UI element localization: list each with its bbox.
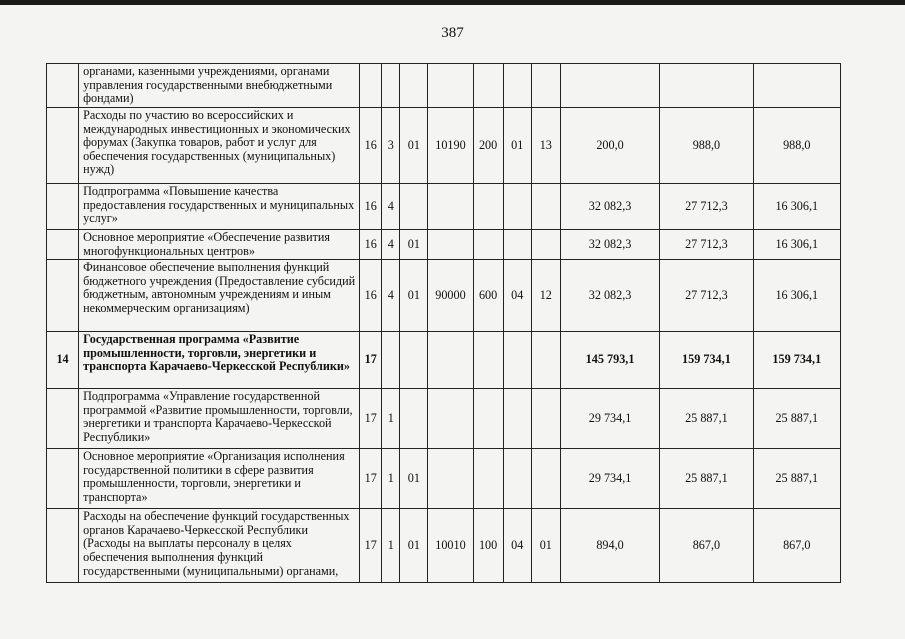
code-col-4: 10190 — [428, 108, 473, 184]
code-col-3 — [400, 389, 428, 449]
row-description: Подпрограмма «Управление государственной программой «Развитие промышленности, торговли, энергетики и транспорта Карачаево-Черкесской Республики» — [79, 389, 360, 449]
code-col-1: 17 — [360, 332, 382, 389]
page-top-edge — [0, 0, 905, 5]
row-number: 14 — [47, 332, 79, 389]
code-col-7 — [531, 184, 560, 230]
row-description: Государственная программа «Развитие промышленности, торговли, энергетики и транспорта Карачаево-Черкесской Республики» — [79, 332, 360, 389]
code-col-4: 10010 — [428, 509, 473, 583]
amount-year-1: 32 082,3 — [560, 230, 659, 260]
code-col-1: 17 — [360, 389, 382, 449]
code-col-5: 200 — [473, 108, 503, 184]
code-col-4 — [428, 64, 473, 108]
amount-year-3: 25 887,1 — [753, 449, 840, 509]
code-col-3: 01 — [400, 260, 428, 332]
code-col-2: 1 — [382, 389, 400, 449]
page-number: 387 — [441, 25, 464, 41]
table-row — [47, 184, 841, 230]
amount-year-1: 894,0 — [560, 509, 659, 583]
code-col-1 — [360, 64, 382, 108]
row-description: Расходы на обеспечение функций государственных органов Карачаево-Черкесской Республики (Расходы на выплаты персоналу в целях обеспечения выполнения функций государственными (муниципальными) органами, — [79, 509, 360, 583]
code-col-5 — [473, 230, 503, 260]
code-col-5: 100 — [473, 509, 503, 583]
row-number — [47, 389, 79, 449]
code-col-7 — [531, 64, 560, 108]
row-description: Подпрограмма «Повышение качества предоставления государственных и муниципальных услуг» — [79, 184, 360, 230]
amount-year-2 — [660, 64, 753, 108]
code-col-6 — [503, 64, 531, 108]
code-col-4 — [428, 230, 473, 260]
row-description: органами, казенными учреждениями, органами управления государственными внебюджетными фондами) — [79, 64, 360, 108]
table-row — [47, 230, 841, 260]
table-row — [47, 389, 841, 449]
code-col-3 — [400, 184, 428, 230]
table-row — [47, 509, 841, 583]
row-number — [47, 108, 79, 184]
code-col-7: 12 — [531, 260, 560, 332]
row-description: Основное мероприятие «Обеспечение развития многофункциональных центров» — [79, 230, 360, 260]
row-number — [47, 449, 79, 509]
amount-year-3: 25 887,1 — [753, 389, 840, 449]
code-col-7 — [531, 230, 560, 260]
code-col-6: 01 — [503, 108, 531, 184]
code-col-5 — [473, 332, 503, 389]
code-col-6: 04 — [503, 509, 531, 583]
amount-year-3 — [753, 64, 840, 108]
code-col-4 — [428, 449, 473, 509]
amount-year-1: 29 734,1 — [560, 389, 659, 449]
code-col-6 — [503, 332, 531, 389]
code-col-3: 01 — [400, 449, 428, 509]
amount-year-2: 27 712,3 — [660, 260, 753, 332]
row-description: Расходы по участию во всероссийских и международных инвестиционных и экономических форумах (Закупка товаров, работ и услуг для обеспечения государственных (муниципальных) нужд) — [79, 108, 360, 184]
table-row — [47, 260, 841, 332]
table-row — [47, 64, 841, 108]
code-col-5: 600 — [473, 260, 503, 332]
amount-year-2: 27 712,3 — [660, 184, 753, 230]
code-col-6 — [503, 449, 531, 509]
amount-year-2: 27 712,3 — [660, 230, 753, 260]
code-col-2: 3 — [382, 108, 400, 184]
amount-year-1: 32 082,3 — [560, 260, 659, 332]
code-col-5 — [473, 389, 503, 449]
code-col-2: 4 — [382, 184, 400, 230]
code-col-2: 4 — [382, 230, 400, 260]
amount-year-3: 988,0 — [753, 108, 840, 184]
code-col-4: 90000 — [428, 260, 473, 332]
code-col-3 — [400, 332, 428, 389]
code-col-2: 1 — [382, 449, 400, 509]
code-col-1: 17 — [360, 509, 382, 583]
amount-year-1 — [560, 64, 659, 108]
row-description: Финансовое обеспечение выполнения функций бюджетного учреждения (Предоставление субсидий бюджетным, автономным учреждениям и иным некоммерческим организациям) — [79, 260, 360, 332]
amount-year-1: 29 734,1 — [560, 449, 659, 509]
code-col-7 — [531, 389, 560, 449]
amount-year-2: 25 887,1 — [660, 389, 753, 449]
amount-year-1: 145 793,1 — [560, 332, 659, 389]
code-col-2: 1 — [382, 509, 400, 583]
amount-year-1: 32 082,3 — [560, 184, 659, 230]
amount-year-2: 159 734,1 — [660, 332, 753, 389]
code-col-6: 04 — [503, 260, 531, 332]
code-col-3: 01 — [400, 230, 428, 260]
code-col-5 — [473, 449, 503, 509]
code-col-7 — [531, 332, 560, 389]
code-col-6 — [503, 230, 531, 260]
row-number — [47, 509, 79, 583]
code-col-4 — [428, 332, 473, 389]
amount-year-3: 16 306,1 — [753, 260, 840, 332]
code-col-7: 01 — [531, 509, 560, 583]
code-col-2 — [382, 64, 400, 108]
amount-year-2: 988,0 — [660, 108, 753, 184]
code-col-4 — [428, 389, 473, 449]
amount-year-1: 200,0 — [560, 108, 659, 184]
amount-year-3: 16 306,1 — [753, 184, 840, 230]
code-col-6 — [503, 389, 531, 449]
row-description: Основное мероприятие «Организация исполнения государственной политики в сфере развития промышленности, торговли, энергетики и транспорта» — [79, 449, 360, 509]
code-col-4 — [428, 184, 473, 230]
code-col-5 — [473, 184, 503, 230]
code-col-6 — [503, 184, 531, 230]
code-col-2 — [382, 332, 400, 389]
code-col-1: 16 — [360, 184, 382, 230]
amount-year-3: 159 734,1 — [753, 332, 840, 389]
row-number — [47, 230, 79, 260]
row-number — [47, 260, 79, 332]
code-col-1: 16 — [360, 260, 382, 332]
code-col-7: 13 — [531, 108, 560, 184]
table-row — [47, 449, 841, 509]
table-row — [47, 332, 841, 389]
budget-table — [46, 63, 841, 583]
code-col-7 — [531, 449, 560, 509]
amount-year-2: 867,0 — [660, 509, 753, 583]
table-row — [47, 108, 841, 184]
code-col-2: 4 — [382, 260, 400, 332]
code-col-1: 17 — [360, 449, 382, 509]
amount-year-2: 25 887,1 — [660, 449, 753, 509]
row-number — [47, 184, 79, 230]
code-col-1: 16 — [360, 108, 382, 184]
amount-year-3: 867,0 — [753, 509, 840, 583]
row-number — [47, 64, 79, 108]
amount-year-3: 16 306,1 — [753, 230, 840, 260]
code-col-3: 01 — [400, 108, 428, 184]
code-col-5 — [473, 64, 503, 108]
code-col-3: 01 — [400, 509, 428, 583]
code-col-3 — [400, 64, 428, 108]
code-col-1: 16 — [360, 230, 382, 260]
table-clip — [0, 63, 905, 625]
